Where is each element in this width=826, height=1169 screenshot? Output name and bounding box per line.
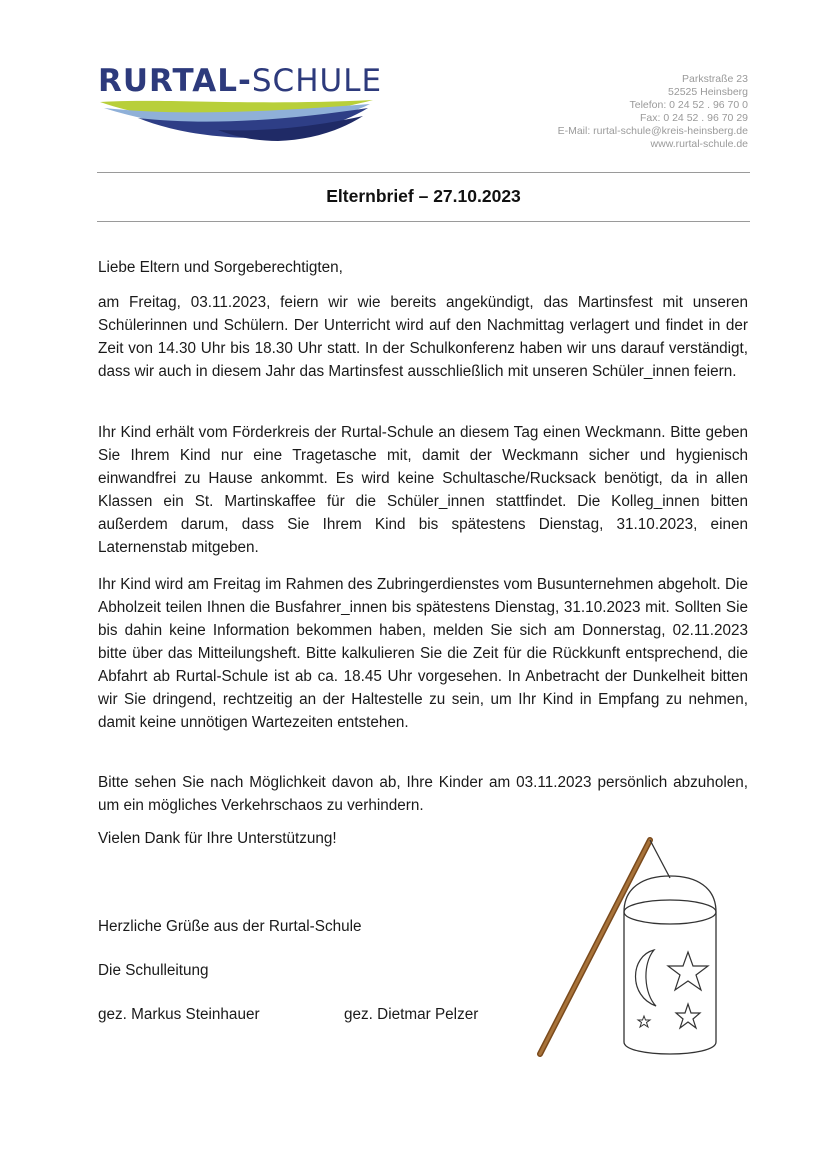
address-street: Parkstraße 23 xyxy=(682,73,748,85)
paragraph-text: Ihr Kind erhält vom Förderkreis der Rurtal-Schule an diesem Tag einen Weckmann. Bitte geben Sie Ihrem Kind nur eine Tragetasche mit, damit der Weckmann sicher und hygienisch einwandfrei zu Hause ankommt. Es wird keine Schultasche/Rucksack benötigt, da in allen Klassen ein St. Martinskaffee für die Schüler_innen stattfindet. Die Kolleg_innen bitten außerdem darum, dass Sie Ihrem Kind bis spätestens Dienstag, 31.10.2023, einen Laternenstab mitgeben. xyxy=(98,424,748,556)
address-city: 52525 Heinsberg xyxy=(668,86,748,98)
paragraph-text: Ihr Kind wird am Freitag im Rahmen des Zubringerdienstes vom Busunternehmen abgeholt. Die Abholzeit teilen Ihnen die Busfahrer_innen bis spätestens Dienstag, 31.10.2023 mit. Sollten Sie bis dahin keine Information bekommen haben, melden Sie sich am Donnerstag, 02.11.2023 bitte über das Mitteilungsheft. Bitte kalkulieren Sie die Zeit für die Rückkunft entsprechend, die Abfahrt ab Rurtal-Schule ist ab ca. 18.45 Uhr vorgesehen. In Anbetracht der Dunkelheit bitten wir Sie dringend, rechtzeitig an der Haltestelle zu sein, um Ihr Kind in Empfang zu nehmen, damit keine unnötigen Wartezeiten entstehen. xyxy=(98,576,748,731)
school-logo xyxy=(98,62,388,147)
letter-title: Elternbrief – 27.10.2023 xyxy=(326,186,521,206)
signature-2: gez. Dietmar Pelzer xyxy=(344,1006,479,1023)
address-email: E-Mail: rurtal-schule@kreis-heinsberg.de xyxy=(557,125,748,137)
divider-bottom xyxy=(97,221,750,222)
logo-wordmark-light: SCHULE xyxy=(251,63,383,99)
thanks-line: Vielen Dank für Ihre Unterstützung! xyxy=(98,830,337,847)
school-address xyxy=(558,73,748,151)
paragraph-1 xyxy=(98,291,748,383)
address-website: www.rurtal-schule.de xyxy=(650,138,748,150)
address-fax: Fax: 0 24 52 . 96 70 29 xyxy=(640,112,748,124)
address-phone: Telefon: 0 24 52 . 96 70 0 xyxy=(629,99,748,111)
paragraph-text: Bitte sehen Sie nach Möglichkeit davon ab, Ihre Kinder am 03.11.2023 persönlich abzuholen, um ein mögliches Verkehrschaos zu verhindern. xyxy=(98,774,748,814)
logo-wordmark xyxy=(98,62,382,100)
salutation: Liebe Eltern und Sorgeberechtigten, xyxy=(98,259,343,276)
paragraph-2 xyxy=(98,421,748,559)
signature-role: Die Schulleitung xyxy=(98,962,209,979)
closing-line: Herzliche Grüße aus der Rurtal-Schule xyxy=(98,918,362,935)
paragraph-3 xyxy=(98,573,748,734)
logo-wave-graphic xyxy=(98,96,378,144)
signature-1: gez. Markus Steinhauer xyxy=(98,1006,260,1023)
paragraph-text: am Freitag, 03.11.2023, feiern wir wie bereits angekündigt, das Martinsfest mit unseren Schülerinnen und Schülern. Der Unterricht wird auf den Nachmittag verlagert und findet in der Zeit von 14.30 Uhr bis 18.30 Uhr statt. In der Schulkonferenz haben wir uns darauf verständigt, dass wir auch in diesem Jahr das Martinsfest ausschließlich mit unseren Schüler_innen feiern. xyxy=(98,294,748,380)
paragraph-4 xyxy=(98,771,748,817)
logo-wordmark-bold: RURTAL- xyxy=(98,63,252,99)
divider-top xyxy=(97,172,750,173)
lantern-illustration xyxy=(532,832,722,1062)
